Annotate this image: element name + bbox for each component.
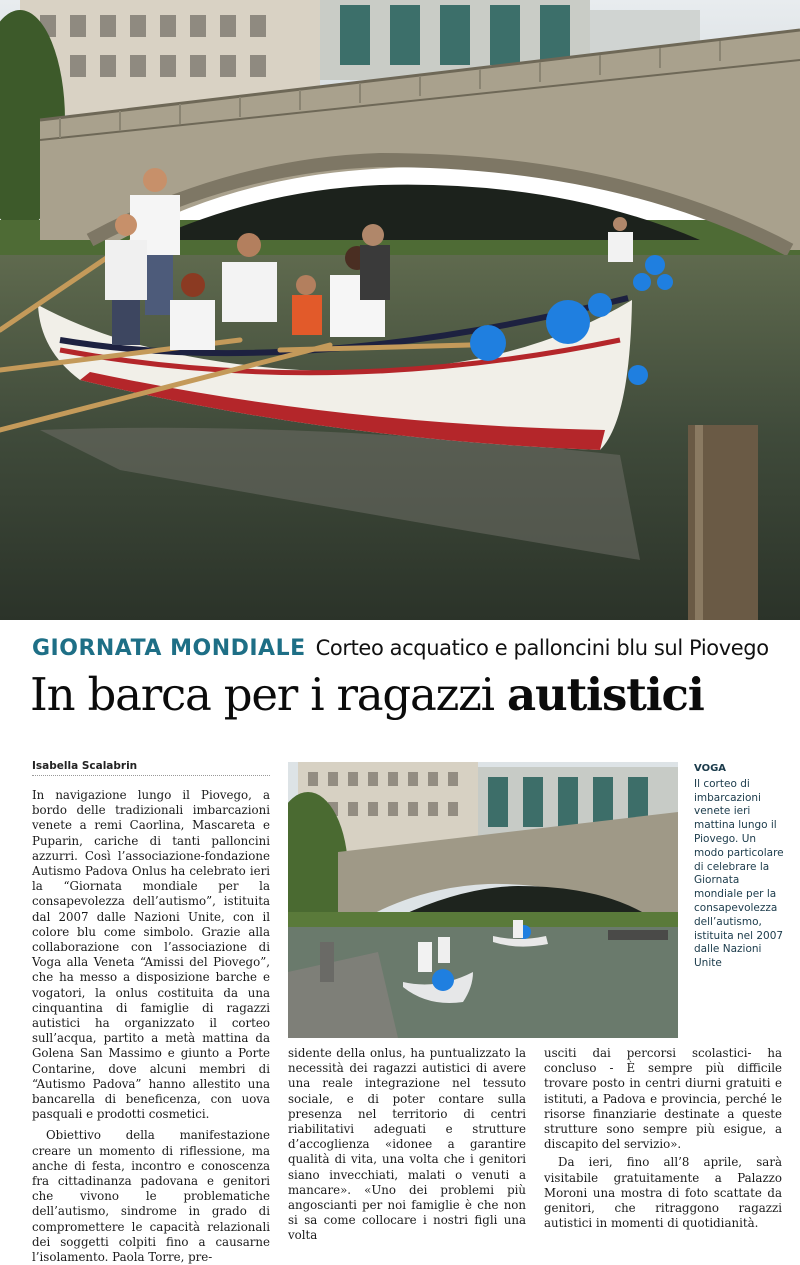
- paragraph: sidente della onlus, ha puntualizzato la necessità dei ragazzi autistici di avere una reale integrazione nel tessuto sociale, e di poter contare sulla presenza nel territorio di centri riabilitativi adeguati e strutture d’accoglienza «idonee a garantire qualità di vita, una volta che i genitori siano invecchiati, malati o venuti a mancare». «Uno dei problemi più angoscianti per noi famiglie è che non si sa come collocare i nostri figli una volta: [288, 1046, 526, 1243]
- article-column-3: [544, 1046, 782, 1231]
- paragraph: Obiettivo della manifestazione creare un momento di riflessione, ma anche di festa, incontro e conoscenza fra cittadinanza padovana e genitori che vivono le problematiche dell’autismo, sindrome in grado di compromettere le capacità relazionali dei soggetti colpiti fino a causarne l’isolamento. Paola Torre, pre-: [32, 1128, 270, 1265]
- headline: [30, 668, 790, 740]
- byline: Isabella Scalabrin: [32, 760, 270, 776]
- caption-title: VOGA: [694, 763, 727, 774]
- article-column-2: [288, 1046, 526, 1243]
- inset-photo: [288, 762, 678, 1038]
- kicker: [32, 636, 769, 670]
- photo-caption: [694, 762, 784, 971]
- caption-text: Il corteo di imbarcazioni venete ieri mattina lungo il Piovego. Un modo particolare di celebrare la Giornata mondiale per la consapevolezza dell’autismo, istituita nel 2007 dalle Nazioni Unite: [694, 777, 784, 970]
- headline-regular: In barca per i ragazzi: [30, 668, 507, 721]
- paragraph: usciti dai percorsi scolastici- ha concluso - È sempre più difficile trovare posto in centri diurni gratuiti e istituti, a Padova e provincia, perché le risorse finanziarie destinate a queste strutture sono sempre più esigue, a discapito del servizio».: [544, 1046, 782, 1152]
- kicker-subtitle: Corteo acquatico e palloncini blu sul Piovego: [315, 636, 769, 660]
- paragraph: In navigazione lungo il Piovego, a bordo delle tradizionali imbarcazioni venete a remi Caorlina, Mascareta e Puparin, cariche di tanti palloncini azzurri. Così l’associazione-fondazione Autismo Padova Onlus ha celebrato ieri la “Giornata mondiale per la consapevolezza dell’autismo”, istituita dal 2007 dalle Nazioni Unite, con il colore blu come simbolo. Grazie alla collaborazione con l’associazione di Voga alla Veneta “Amissi del Piovego”, che ha messo a disposizione barche e vogatori, la onlus costituita da una cinquantina di famiglie di ragazzi autistici ha organizzato il corteo sull’acqua, partito a metà mattina da Golena San Massimo e giunto a Porte Contarine, dove alcuni membri di “Autismo Padova” hanno allestito una bancarella di beneficenza, con uova pasquali e prodotti cosmetici.: [32, 788, 270, 1122]
- article-column-1: [32, 788, 270, 1265]
- main-photo: [0, 0, 800, 620]
- headline-bold: autistici: [506, 668, 704, 721]
- section-label: GIORNATA MONDIALE: [32, 636, 306, 661]
- paragraph: Da ieri, fino all’8 aprile, sarà visitabile gratuitamente a Palazzo Moroni una mostra di foto scattate da genitori, che ritraggono ragazzi autistici in momenti di quotidianità.: [544, 1155, 782, 1231]
